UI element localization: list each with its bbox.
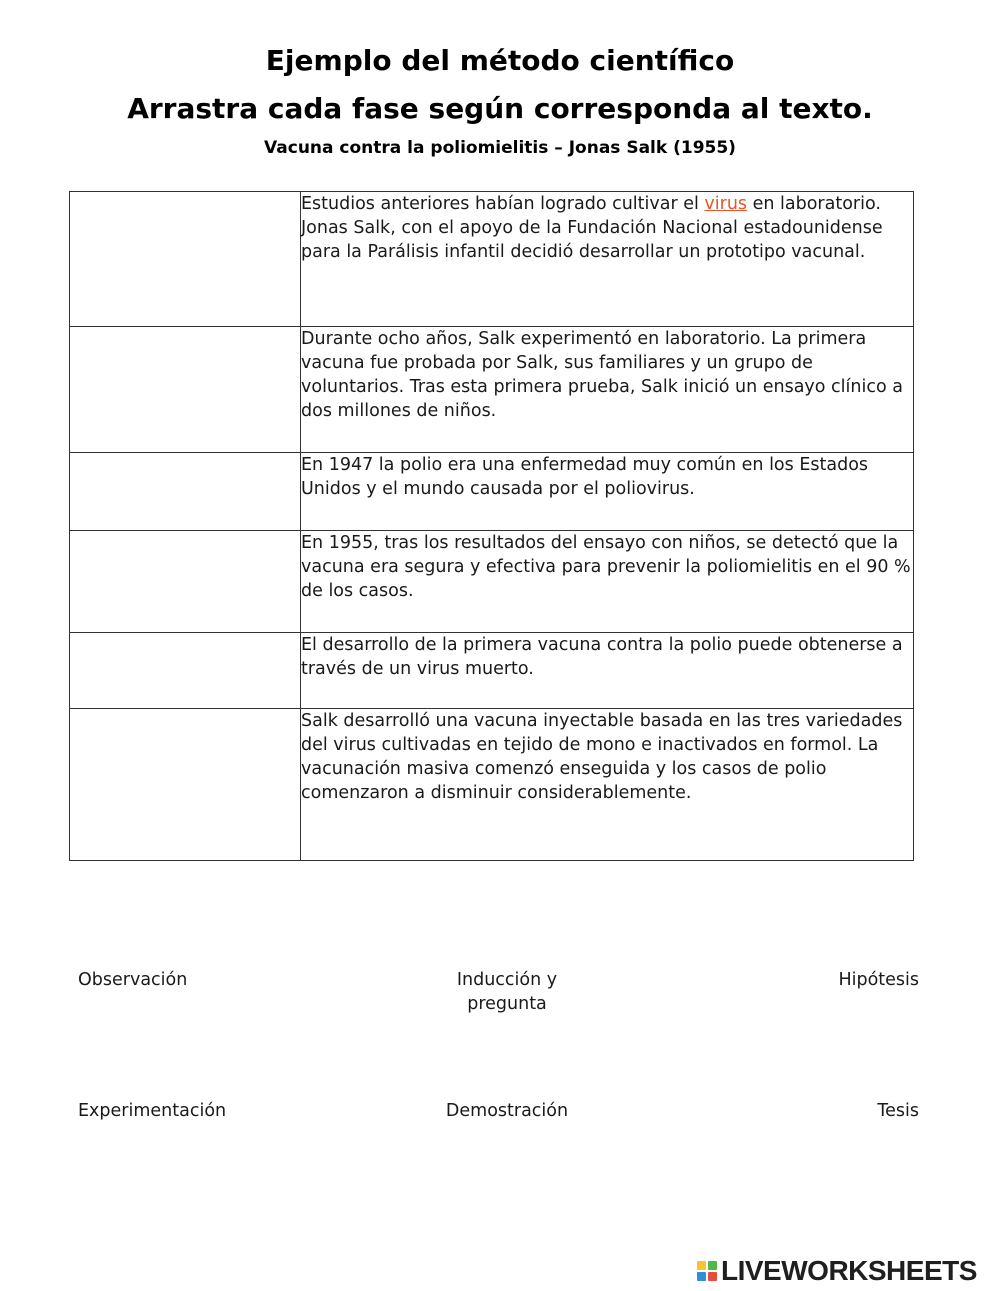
option-demostracion[interactable]: Demostración xyxy=(445,1101,569,1121)
table-row xyxy=(70,192,914,327)
option-observacion[interactable]: Observación xyxy=(78,970,188,990)
table-row xyxy=(70,633,914,709)
drop-zone-6[interactable] xyxy=(70,709,301,861)
option-induccion-pregunta[interactable]: Inducción y pregunta xyxy=(456,970,558,1014)
liveworksheets-logo xyxy=(697,1256,977,1286)
drop-zone-2[interactable] xyxy=(70,327,301,453)
page-title: Ejemplo del método científico xyxy=(265,44,735,77)
phases-table xyxy=(69,191,914,861)
drop-zone-1[interactable] xyxy=(70,192,301,327)
table-row xyxy=(70,709,914,861)
row-text-6: Salk desarrolló una vacuna inyectable basada en las tres variedades del virus cultivadas en tejido de mono e inactivados en formol. La vacunación masiva comenzó enseguida y los casos de polio comenzaron a disminuir considerablemente. xyxy=(301,709,914,861)
row-text-4: En 1955, tras los resultados del ensayo con niños, se detectó que la vacuna era segura y efectiva para prevenir la poliomielitis en el 90 % de los casos. xyxy=(301,531,914,633)
row-text-3: En 1947 la polio era una enfermedad muy común en los Estados Unidos y el mundo causada por el poliovirus. xyxy=(301,453,914,531)
table-row xyxy=(70,453,914,531)
row-text-1: Estudios anteriores habían logrado cultivar el virus en laboratorio. Jonas Salk, con el apoyo de la Fundación Nacional estadounidense para la Parálisis infantil decidió desarrollar un prototipo vacunal. xyxy=(301,192,914,327)
virus-link[interactable]: virus xyxy=(704,194,748,214)
drop-zone-4[interactable] xyxy=(70,531,301,633)
table-row xyxy=(70,531,914,633)
instruction-heading: Arrastra cada fase según corresponda al texto. xyxy=(127,92,873,125)
option-hipotesis[interactable]: Hipótesis xyxy=(838,970,919,990)
option-tesis[interactable]: Tesis xyxy=(877,1101,919,1121)
table-row xyxy=(70,327,914,453)
drop-zone-5[interactable] xyxy=(70,633,301,709)
subtitle: Vacuna contra la poliomielitis – Jonas Salk (1955) xyxy=(264,138,736,158)
row-text-5: El desarrollo de la primera vacuna contra la polio puede obtenerse a través de un virus muerto. xyxy=(301,633,914,709)
option-experimentacion[interactable]: Experimentación xyxy=(78,1101,227,1121)
drop-zone-3[interactable] xyxy=(70,453,301,531)
liveworksheets-logo-icon xyxy=(697,1261,717,1281)
row-text-2: Durante ocho años, Salk experimentó en laboratorio. La primera vacuna fue probada por Salk, sus familiares y un grupo de voluntarios. Tras esta primera prueba, Salk inició un ensayo clínico a dos millones de niños. xyxy=(301,327,914,453)
logo-text: LIVEWORKSHEETS xyxy=(721,1255,977,1286)
